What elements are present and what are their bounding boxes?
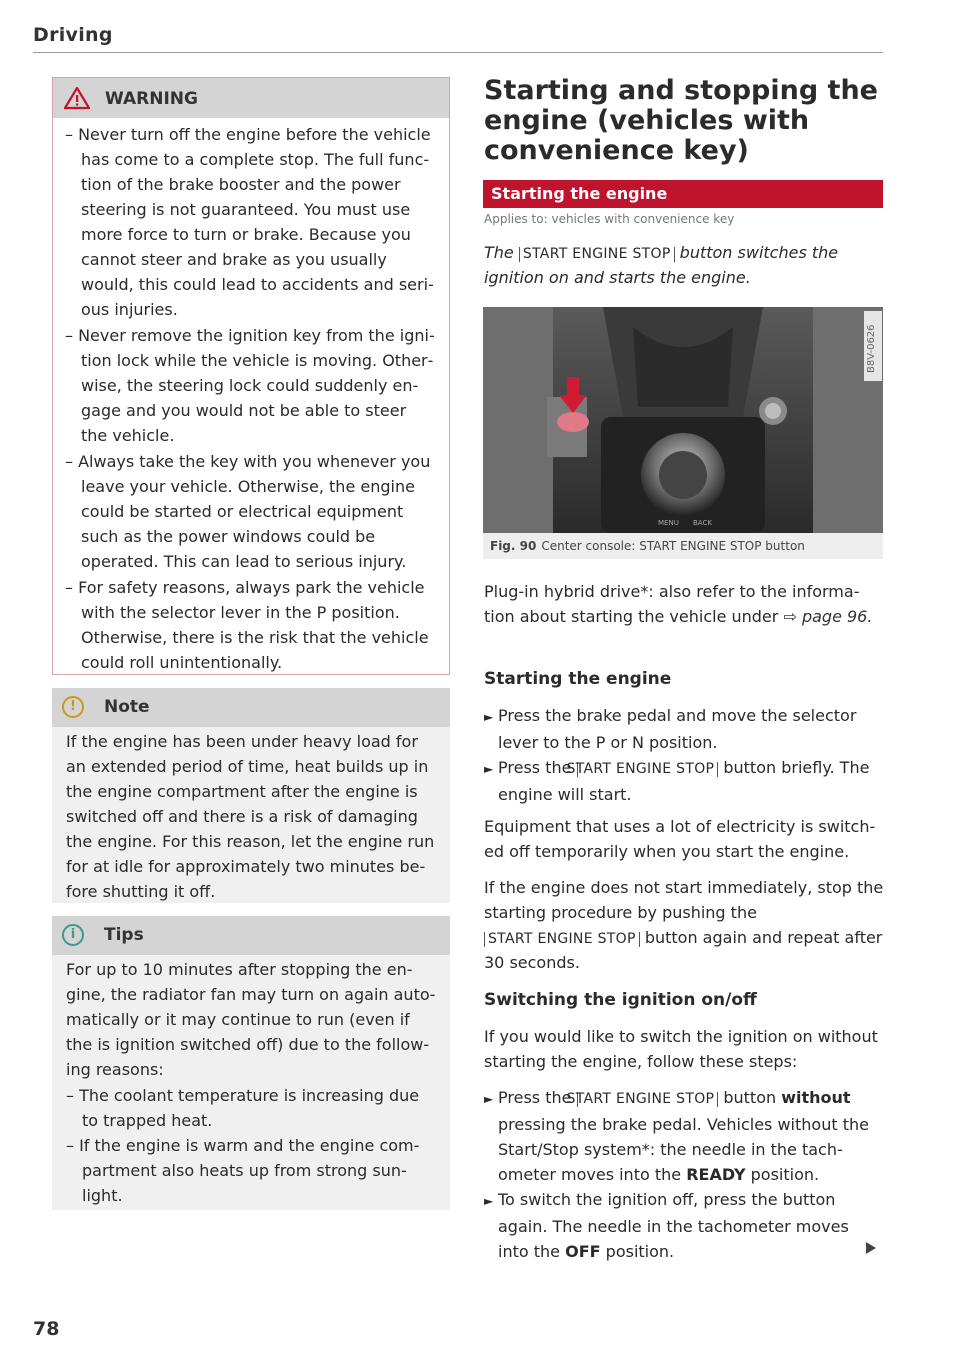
switch-paragraph: If you would like to switch the ignition on without starting the engine, follow these steps: [484, 1027, 878, 1071]
figure-code: B8V-0626 [866, 324, 877, 373]
exclamation-circle-icon: ! [62, 696, 84, 718]
warning-item: – For safety reasons, always park the vehicle with the selector lever in the P position. Otherwise, there is the risk that the vehicle could roll unintentionally. [65, 578, 429, 672]
plugin-text: Plug-in hybrid drive*: also refer to the information about starting the vehicle under [484, 582, 860, 626]
step-text: To switch the ignition off, press the button again. The needle in the tachometer moves into the [498, 1190, 849, 1261]
intro-text [484, 240, 884, 290]
step-text: button briefly. The engine will start. [498, 758, 870, 804]
warning-label: WARNING [105, 89, 198, 109]
note-label: Note [104, 697, 150, 717]
step-bold: without [781, 1088, 851, 1107]
warning-item: – Never turn off the engine before the vehicle has come to a complete stop. The full function of the brake booster and the power steering is not guaranteed. You must use more force to turn or brake. Because you cannot steer and brake as you usually would, this could lead to accidents and serious injuries. [65, 125, 434, 319]
note-header [52, 688, 450, 727]
step-item [484, 755, 884, 807]
step-item [484, 1085, 884, 1187]
tips-label: Tips [104, 925, 144, 945]
start-engine-stop-key: START ENGINE STOP [577, 1092, 719, 1107]
step-text: Press the [498, 758, 572, 777]
knob-label-back: BACK [693, 519, 712, 527]
center-console-illustration [483, 307, 883, 533]
tips-text: For up to 10 minutes after stopping the engine, the radiator fan may turn on again automatically or it may continue to run (even if the is ignition switched off) due to the following reasons: [66, 960, 436, 1079]
info-circle-icon: i [62, 924, 84, 946]
arrow-icon: ► [484, 1092, 494, 1106]
start-engine-stop-key: START ENGINE STOP [484, 932, 640, 947]
warning-box [52, 77, 450, 675]
figure-caption-text: Center console: START ENGINE STOP button [541, 539, 805, 553]
step-text: Press the brake pedal and move the selector lever to the P or N position. [498, 706, 857, 752]
figure-90 [483, 307, 883, 559]
applies-to: Applies to: vehicles with convenience key [484, 212, 735, 226]
warning-item: – Never remove the ignition key from the ignition lock while the vehicle is moving. Otherwise, the steering lock could suddenly engage and you would not be able to steer the vehicle. [65, 326, 435, 445]
step-text: button [723, 1088, 777, 1107]
figure-caption [483, 533, 883, 559]
warning-header [53, 78, 449, 118]
subheading-starting: Starting the engine [484, 669, 672, 689]
warning-triangle-icon [64, 86, 90, 110]
arrow-icon: ► [484, 1194, 494, 1208]
step-text: position. [605, 1242, 675, 1261]
subsection-title: Starting the engine [491, 184, 668, 203]
plugin-paragraph [484, 579, 884, 629]
note-text: If the engine has been under heavy load for an extended period of time, heat builds up in the engine compartment after the engine is switched off and there is a risk of damaging the engine. For this reason, let the engine run for at idle for approximately two minutes before shutting it off. [66, 732, 435, 901]
tips-body [52, 955, 450, 1210]
step-text: Press the [498, 1088, 572, 1107]
tips-list [66, 1083, 440, 1208]
equipment-paragraph: Equipment that uses a lot of electricity is switched off temporarily when you start the engine. [484, 817, 876, 861]
step-bold: READY [686, 1165, 746, 1184]
tips-header [52, 916, 450, 955]
arrow-icon: ► [484, 762, 494, 776]
subheading-ignition: Switching the ignition on/off [484, 990, 757, 1010]
tips-item: – If the engine is warm and the engine compartment also heats up from strong sunlight. [66, 1136, 420, 1205]
section-title: Starting and stopping the engine (vehicles with convenience key) [484, 75, 878, 166]
page-link[interactable]: ⇨ page 96. [783, 607, 873, 626]
section-header: Driving [33, 24, 113, 46]
step-text: position. [750, 1165, 820, 1184]
tips-item: – The coolant temperature is increasing due to trapped heat. [66, 1086, 420, 1130]
not-start-pre: If the engine does not start immediately, stop the starting procedure by pushing the [484, 878, 884, 922]
continue-arrow-icon [866, 1242, 876, 1254]
figure-label: Fig. 90 [490, 539, 537, 553]
not-start-post: button again and repeat after 30 seconds. [484, 928, 883, 972]
center-console-image [483, 307, 883, 533]
step-item [484, 703, 884, 755]
not-start-paragraph [484, 875, 884, 975]
intro-post: button switches the ignition on and starts the engine. [484, 243, 839, 287]
ignition-steps [484, 1085, 884, 1264]
step-text: pressing the brake pedal. Vehicles without the Start/Stop system*: the needle in the tachometer moves into the [498, 1115, 869, 1184]
step-item [484, 1187, 884, 1264]
step-bold: OFF [565, 1242, 601, 1261]
warning-item: – Always take the key with you whenever you leave your vehicle. Otherwise, the engine could be started or electrical equipment such as the power windows could be operated. This can lead to serious injury. [65, 452, 431, 571]
starting-steps [484, 703, 884, 807]
start-engine-stop-key: START ENGINE STOP [577, 762, 719, 777]
header-divider [33, 52, 883, 53]
subsection-bar [483, 180, 883, 208]
note-body [52, 727, 450, 903]
knob-label-menu: MENU [658, 519, 679, 527]
arrow-icon: ► [484, 710, 494, 724]
warning-list [65, 122, 437, 676]
start-engine-stop-key: START ENGINE STOP [519, 247, 675, 262]
figure-code-tab [864, 311, 882, 381]
page-number: 78 [33, 1318, 60, 1340]
intro-pre: The [484, 243, 514, 262]
